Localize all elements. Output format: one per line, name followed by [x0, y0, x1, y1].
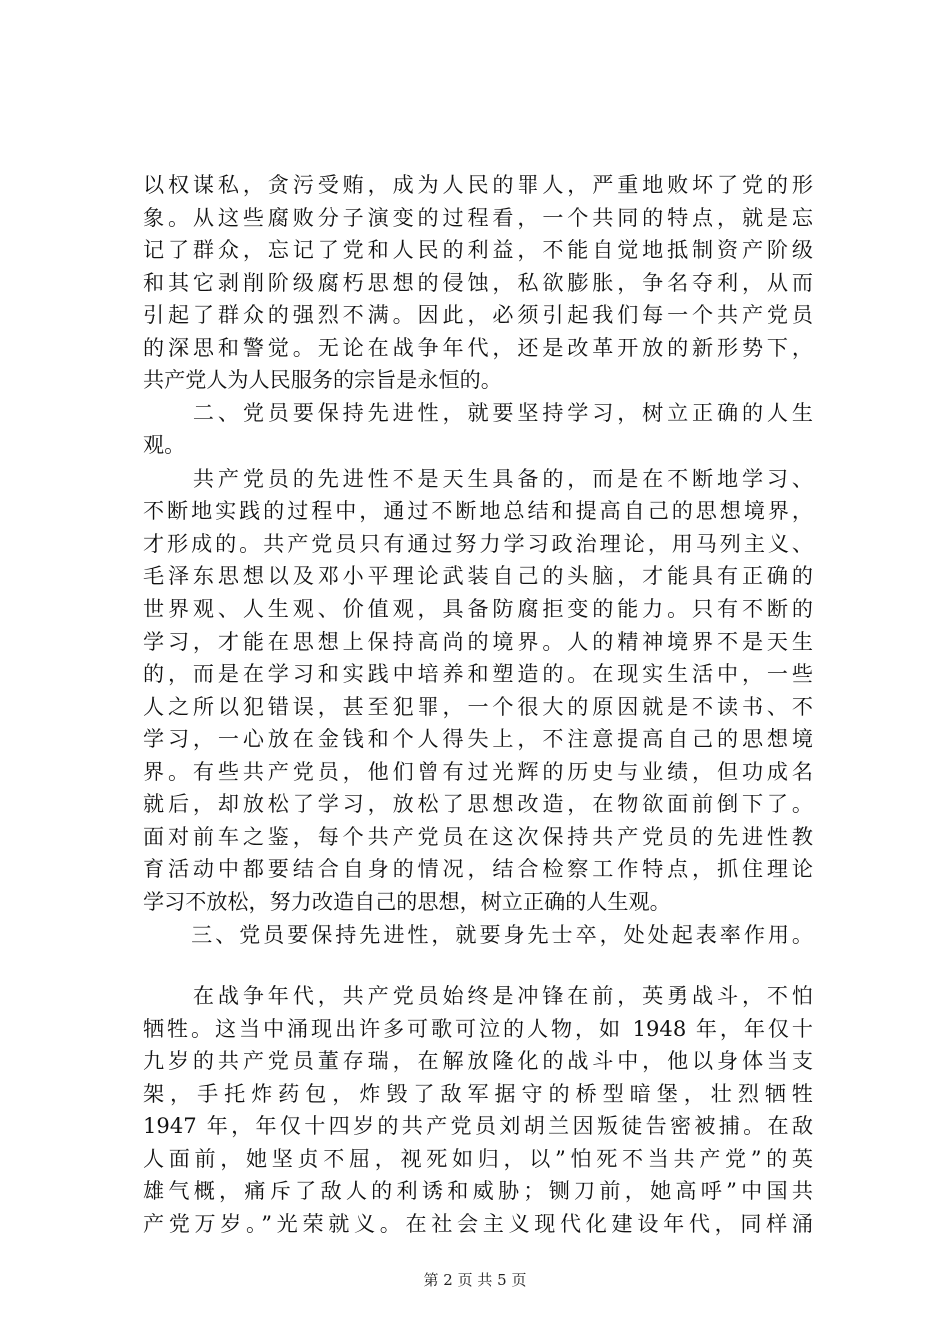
text-line: 学习，才能在思想上保持高尚的境界。人的精神境界不是天生: [143, 629, 813, 654]
text-line: 产党万岁。”光荣就义。在社会主义现代化建设年代，同样涌: [143, 1211, 813, 1236]
text-line: 学习不放松，努力改造自己的思想，树立正确的人生观。: [143, 889, 671, 914]
text-line: 世界观、人生观、价值观，具备防腐拒变的能力。只有不断的: [143, 596, 813, 621]
text-line: 雄气概，痛斥了敌人的利诱和威胁；铡刀前，她高呼”中国共: [143, 1178, 813, 1203]
text-line: 共产党员的先进性不是天生具备的，而是在不断地学习、: [143, 466, 813, 491]
text-line: 以权谋私，贪污受贿，成为人民的罪人，严重地败坏了党的形: [143, 172, 813, 197]
text-line: 记了群众，忘记了党和人民的利益，不能自觉地抵制资产阶级: [143, 237, 813, 262]
text-line: 面对前车之鉴，每个共产党员在这次保持共产党员的先进性教: [143, 824, 813, 849]
text-line: 和其它剥削阶级腐朽思想的侵蚀，私欲膨胀，争名夺利，从而: [143, 270, 813, 295]
text-line: 育活动中都要结合自身的情况，结合检察工作特点，抓住理论: [143, 856, 813, 881]
text-line: 的深思和警觉。无论在战争年代，还是改革开放的新形势下，: [143, 335, 813, 360]
text-line: 学习，一心放在金钱和个人得失上，不注意提高自己的思想境: [143, 726, 813, 751]
text-line: 共产党人为人民服务的宗旨是永恒的。: [143, 367, 502, 392]
section-heading: 观。: [143, 432, 186, 457]
section-heading: 二、党员要保持先进性，就要坚持学习，树立正确的人生: [143, 400, 813, 425]
text-line: 人面前，她坚贞不屈，视死如归，以”怕死不当共产党”的英: [143, 1146, 813, 1171]
text-line: 的，而是在学习和实践中培养和塑造的。在现实生活中，一些: [143, 661, 813, 686]
text-line: 就后，却放松了学习，放松了思想改造，在物欲面前倒下了。: [143, 791, 813, 816]
text-line: 毛泽东思想以及邓小平理论武装自己的头脑，才能具有正确的: [143, 563, 813, 588]
text-line: 才形成的。共产党员只有通过努力学习政治理论，用马列主义、: [143, 531, 813, 556]
text-line: 在战争年代，共产党员始终是冲锋在前，英勇战斗，不怕: [143, 983, 813, 1008]
page-footer: 第 2 页 共 5 页: [423, 1271, 527, 1289]
text-line: 牺牲。这当中涌现出许多可歌可泣的人物，如 1948 年，年仅十: [143, 1016, 813, 1041]
text-line: 人之所以犯错误，甚至犯罪，一个很大的原因就是不读书、不: [143, 694, 813, 719]
text-line: 架，手托炸药包，炸毁了敌军据守的桥型暗堡，壮烈牺牲: [143, 1081, 813, 1106]
text-line: 象。从这些腐败分子演变的过程看，一个共同的特点，就是忘: [143, 205, 813, 230]
text-line: 引起了群众的强烈不满。因此，必须引起我们每一个共产党员: [143, 302, 813, 327]
text-line: 九岁的共产党员董存瑞，在解放隆化的战斗中，他以身体当支: [143, 1048, 813, 1073]
text-line: 1947 年，年仅十四岁的共产党员刘胡兰因叛徒告密被捕。在敌: [143, 1113, 813, 1138]
text-line: 界。有些共产党员，他们曾有过光辉的历史与业绩，但功成名: [143, 759, 813, 784]
text-line: 不断地实践的过程中，通过不断地总结和提高自己的思想境界，: [143, 498, 813, 523]
section-heading: 三、党员要保持先进性，就要身先士卒，处处起表率作用。: [143, 922, 813, 947]
